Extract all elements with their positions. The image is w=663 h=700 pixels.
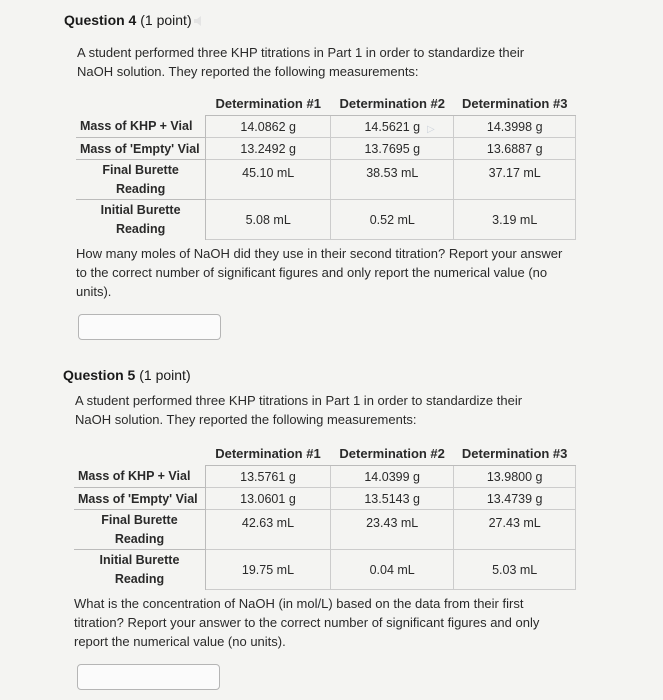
question-5-intro: A student performed three KHP titrations in Part 1 in order to standardize their NaOH solution. They reported the following measurements:	[75, 393, 523, 427]
question-4-measurements-table	[76, 92, 576, 240]
table-cell: 45.10 mL	[206, 160, 331, 200]
question-5-measurements-table	[74, 442, 576, 590]
row-label-mass-khp-vial: Mass of KHP + Vial	[76, 116, 206, 138]
table-cell: 13.6887 g	[454, 138, 576, 160]
table-cell: 13.5143 g	[331, 488, 454, 510]
table-cell: 42.63 mL	[205, 510, 330, 550]
table-cell: 13.9800 g	[454, 466, 576, 488]
row-label-mass-empty-vial: Mass of 'Empty' Vial	[76, 138, 206, 160]
table-cell: 19.75 mL	[205, 550, 330, 590]
table-row	[74, 466, 576, 488]
row-label-final-burette: Final Burette Reading	[74, 510, 205, 550]
table-row	[74, 510, 576, 550]
question-4-title: Question 4 (1 point)	[64, 12, 192, 28]
table-cell: 13.4739 g	[454, 488, 576, 510]
table-row	[74, 488, 576, 510]
table-row	[76, 200, 576, 240]
table-cell: 14.3998 g	[454, 116, 576, 138]
question-4-prompt: How many moles of NaOH did they use in their second titration? Report your answer to the correct number of significant figures and only report the numerical value (no units).	[76, 246, 563, 299]
header-determination-3: Determination #3	[454, 442, 576, 466]
row-label-mass-khp-vial: Mass of KHP + Vial	[74, 466, 205, 488]
row-label-initial-burette: Initial Burette Reading	[76, 200, 206, 240]
table-row	[76, 116, 576, 138]
question-4-answer-input[interactable]	[78, 314, 221, 340]
table-cell: 27.43 mL	[454, 510, 576, 550]
table-cell: 13.7695 g	[331, 138, 454, 160]
table-cell: 13.5761 g	[205, 466, 330, 488]
question-5-points: (1 point)	[139, 367, 191, 383]
question-4-intro: A student performed three KHP titrations in Part 1 in order to standardize their NaOH solution. They reported the following measurements:	[77, 45, 525, 79]
table-row	[74, 550, 576, 590]
table-row	[76, 138, 576, 160]
question-5-prompt: What is the concentration of NaOH (in mol/L) based on the data from their first titration? Report your answer to the correct number of significant figures and only report the numerical value (no units).	[74, 596, 540, 649]
row-label-mass-empty-vial: Mass of 'Empty' Vial	[74, 488, 205, 510]
table-cell: 38.53 mL	[331, 160, 454, 200]
table-header-row	[76, 92, 576, 116]
question-4-points: (1 point)	[140, 12, 192, 28]
table-cell: 37.17 mL	[454, 160, 576, 200]
speaker-icon[interactable]	[193, 15, 207, 27]
table-header-row	[74, 442, 576, 466]
row-label-initial-burette: Initial Burette Reading	[74, 550, 205, 590]
question-5-title: Question 5 (1 point)	[63, 367, 191, 383]
table-cell: 14.0399 g	[331, 466, 454, 488]
question-5-answer-input[interactable]	[77, 664, 220, 690]
table-cell: 0.52 mL	[331, 200, 454, 240]
header-determination-2: Determination #2	[331, 92, 454, 116]
table-cell: 5.03 mL	[454, 550, 576, 590]
row-label-final-burette: Final Burette Reading	[76, 160, 206, 200]
header-determination-3: Determination #3	[454, 92, 576, 116]
table-cell: 0.04 mL	[331, 550, 454, 590]
header-determination-1: Determination #1	[205, 442, 330, 466]
table-cell: 13.0601 g	[205, 488, 330, 510]
table-cell: 13.2492 g	[206, 138, 331, 160]
header-determination-1: Determination #1	[206, 92, 331, 116]
table-cell: 14.5621 g	[331, 116, 454, 138]
cursor-icon: ▷	[427, 124, 435, 135]
table-cell: 3.19 mL	[454, 200, 576, 240]
table-cell: 5.08 mL	[206, 200, 331, 240]
header-determination-2: Determination #2	[331, 442, 454, 466]
table-row	[76, 160, 576, 200]
table-cell: 23.43 mL	[331, 510, 454, 550]
table-cell: 14.0862 g	[206, 116, 331, 138]
